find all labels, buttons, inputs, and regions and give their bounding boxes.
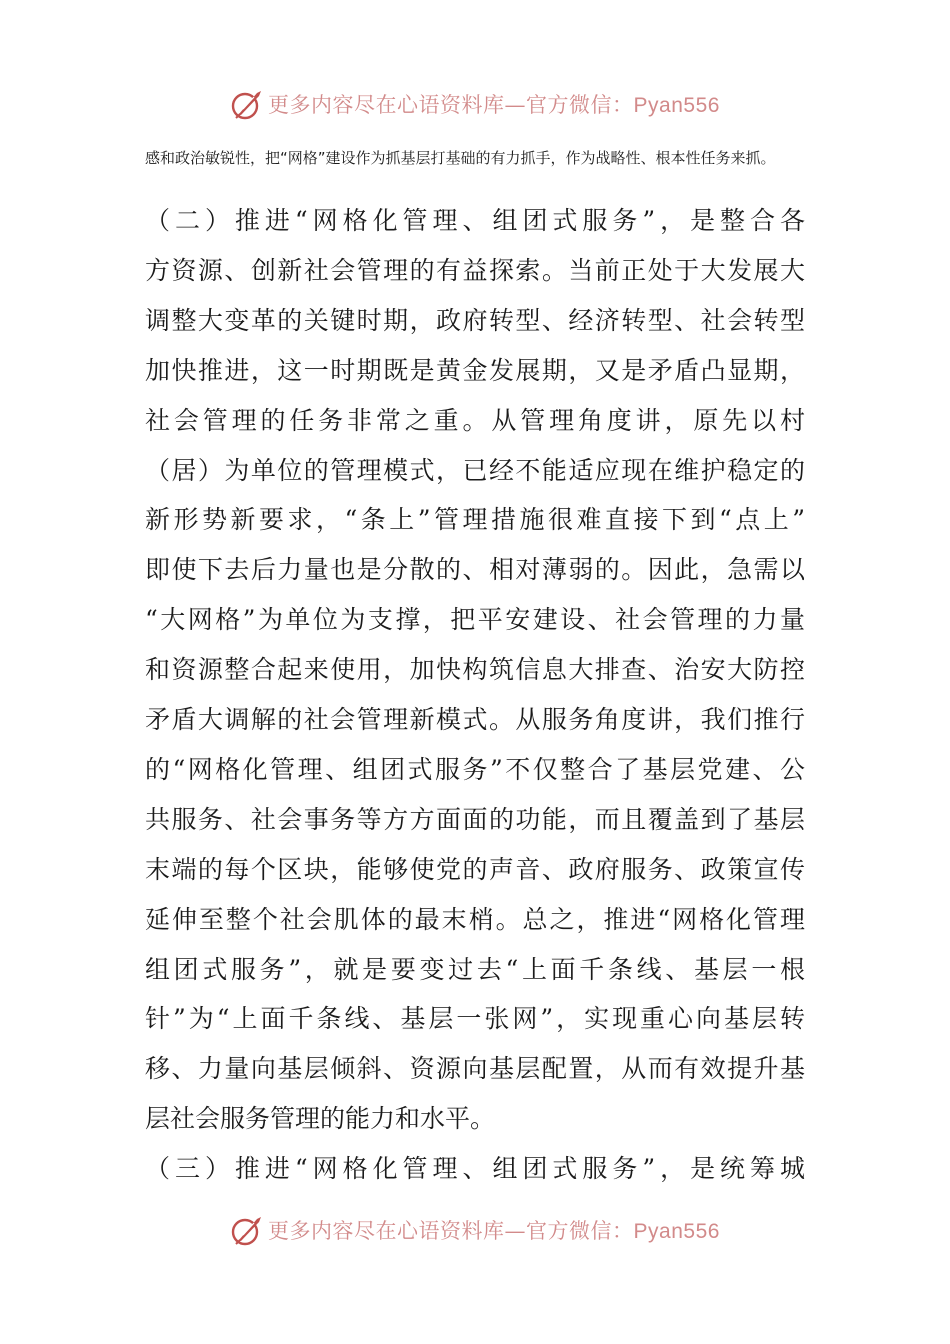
body-line: （三）推进“网格化管理、组团式服务”，是统筹城 (145, 1154, 805, 1184)
body-line: 的“网格化管理、组团式服务”不仅整合了基层党建、公 (145, 754, 805, 784)
banner-text (268, 1215, 720, 1245)
banner-text (268, 89, 720, 119)
body-line: （二）推进“网格化管理、组团式服务”，是整合各 (145, 206, 805, 235)
body-line: 即使下去后力量也是分散的、相对薄弱的。因此，急需以 (145, 555, 805, 585)
body-line: 新形势新要求，“条上”管理措施很难直接下到“点上” (145, 505, 805, 535)
quill-logo-icon (230, 87, 264, 121)
footer-banner (0, 1210, 950, 1250)
continuation-paragraph: 感和政治敏锐性，把“网格”建设作为抓基层打基础的有力抓手，作为战略性、根本性任务来抓。 (145, 149, 776, 167)
banner-text-cn: 更多内容尽在心语资料库—官方微信： (268, 1219, 634, 1243)
body-line: 针”为“上面千条线、基层一张网”，实现重心向基层转 (145, 1004, 805, 1034)
body-line: 方资源、创新社会管理的有益探索。当前正处于大发展大 (145, 255, 805, 285)
body-line: 移、力量向基层倾斜、资源向基层配置，从而有效提升基 (145, 1054, 805, 1084)
banner-text-cn: 更多内容尽在心语资料库—官方微信： (268, 93, 634, 117)
body-line: 延伸至整个社会肌体的最末梢。总之，推进“网格化管理 (145, 904, 805, 934)
header-banner (0, 84, 950, 124)
body-line: 和资源整合起来使用，加快构筑信息大排查、治安大防控 (145, 655, 805, 685)
body-line: “大网格”为单位为支撑，把平安建设、社会管理的力量 (145, 605, 805, 635)
body-line: 层社会服务管理的能力和水平。 (145, 1104, 496, 1134)
body-line: 加快推进，这一时期既是黄金发展期，又是矛盾凸显期， (145, 355, 805, 385)
banner-wechat-id: Pyan556 (633, 94, 720, 117)
quill-logo-icon (230, 1213, 264, 1247)
body-line: （居）为单位的管理模式，已经不能适应现在维护稳定的 (145, 455, 805, 485)
body-line: 矛盾大调解的社会管理新模式。从服务角度讲，我们推行 (145, 705, 805, 734)
body-line: 社会管理的任务非常之重。从管理角度讲，原先以村 (145, 405, 805, 435)
banner-wechat-id: Pyan556 (633, 1220, 720, 1243)
body-line: 调整大变革的关键时期，政府转型、经济转型、社会转型 (145, 305, 805, 335)
body-line: 共服务、社会事务等方方面面的功能，而且覆盖到了基层 (145, 804, 805, 834)
body-line: 末端的每个区块，能够使党的声音、政府服务、政策宣传 (145, 854, 805, 884)
body-line: 组团式服务”，就是要变过去“上面千条线、基层一根 (145, 954, 805, 984)
